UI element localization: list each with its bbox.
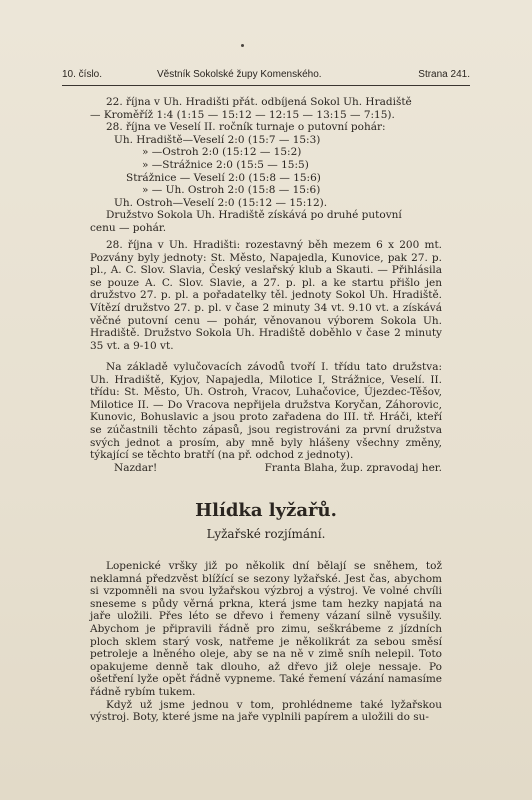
result-line: 22. října v Uh. Hradišti přát. odbíjená Sokol Uh. Hradiště	[106, 96, 412, 108]
journal-title: Věstník Sokolské župy Komenského.	[157, 69, 322, 80]
issue-number: 10. číslo.	[62, 69, 103, 80]
ski-article-body	[90, 560, 442, 724]
page-mark	[241, 44, 244, 47]
result-line: 28. října ve Veselí II. ročník turnaje o putovní pohár:	[106, 121, 386, 134]
article-paragraph: Když už jsme jednou v tom, prohlédneme také lyžařskou výstroj. Boty, které jsme na jaře vyplnili papírem a uložili do su-	[90, 698, 442, 724]
result-line: Družstvo Sokola Uh. Hradiště získává po druhé putovní	[106, 209, 402, 222]
page-number: Strana 241.	[418, 69, 470, 80]
classification-paragraph: Na základě vylučovacích závodů tvoří I. třídu tato družstva: Uh. Hradiště, Kyjov, Napajedla, Milotice I, Strážnice, Veselí. II. třídu: St. Město, Uh. Ostroh, Vracov, Luhačovice, Újezdec-Těšov, Milotice II. — Do Vracova nepřijela družstva Koryčan, Záhorovic, Kunovic, Bohuslavic a jsou proto zařadena do III. tř. Hráči, kteří se zúčastnili těchto zápasů, jsou registrováni za první družstva svých jednot a prosím, aby mně byly hlášeny všechny změny, týkající se těchto bratří (na př. odchod z jednoty).	[90, 361, 442, 462]
running-header	[62, 69, 470, 86]
result-line: Uh. Hradiště—Veselí 2:0 (15:7 — 15:3)	[114, 133, 321, 146]
section-title: Hlídka lyžařů.	[195, 500, 337, 521]
article-paragraph: Lopenické vršky již po několik dní bělají se sněhem, tož neklamná předzvěst blížící se sezony lyžařské. Jest čas, abychom si vzpomněli na svou lyžařskou výzbroj a výstroj. Ve volné chvíli sneseme s půdy věrná prkna, která jsme tam hezky napjatá na jaře uložili. Přes léto se dřevo i řemeny vázaní silně vysušily. Abychom je připravili řádně pro zimu, seškrábeme z jízdních ploch sklem starý vosk, natřeme je několikrát za sebou směsí petroleje a lněného oleje, aby se na ně v zimě sníh nelepil. Toto opakujeme denně tak dlouho, až dřevo již oleje nessaje. Po ošetření lyže opět řádně vypneme. Také řemení vázání namasíme řádně rybím tukem.	[90, 560, 442, 698]
result-line: » — Uh. Ostroh 2:0 (15:8 — 15:6)	[142, 184, 321, 197]
signature-name: Franta Blaha, žup. zpravodaj her.	[264, 461, 442, 474]
result-line: Strážnice — Veselí 2:0 (15:8 — 15:6)	[126, 171, 321, 184]
result-line: » —Strážnice 2:0 (15:5 — 15:5)	[142, 158, 309, 171]
signature-line	[90, 462, 442, 475]
relay-paragraph: 28. října v Uh. Hradišti: rozestavný běh mezem 6 x 200 mt. Pozvány byly jednoty: St. Město, Napajedla, Kunovice, pak 27. p. pl., A. C. Slov. Slavia, Český veslařský klub a Skauti. — Přihlásila se pouze A. C. Slov. Slavie, a 27. p. pl. a ke startu přišlo jen družstvo 27. p. pl. a pořadatelky těl. jednoty Sokol Uh. Hradiště. Vítězí družstvo 27. p. pl. v čase 2 minuty 34 vt. 9.10 vt. a získává věčné putovní cenu — pohár, věnovanou výborem Sokola Uh. Hradiště. Družstvo Sokola Uh. Hradiště doběhlo v čase 2 minuty 35 vt. a 9-10 vt.	[90, 239, 442, 352]
result-line: Uh. Ostroh—Veselí 2:0 (15:12 — 15:12).	[114, 196, 328, 209]
result-line: — Kroměříž 1:4 (1:15 — 15:12 — 12:15 — 13:15 — 7:15).	[90, 108, 395, 121]
result-line: » —Ostroh 2:0 (15:12 — 15:2)	[142, 146, 302, 159]
classification-block	[90, 361, 442, 474]
match-results-block	[90, 96, 442, 235]
signature-greeting: Nazdar!	[114, 461, 158, 474]
result-line: cenu — pohár.	[90, 221, 167, 234]
relay-race-block	[90, 239, 442, 352]
section-subtitle: Lyžařské rozjímání.	[206, 527, 326, 541]
